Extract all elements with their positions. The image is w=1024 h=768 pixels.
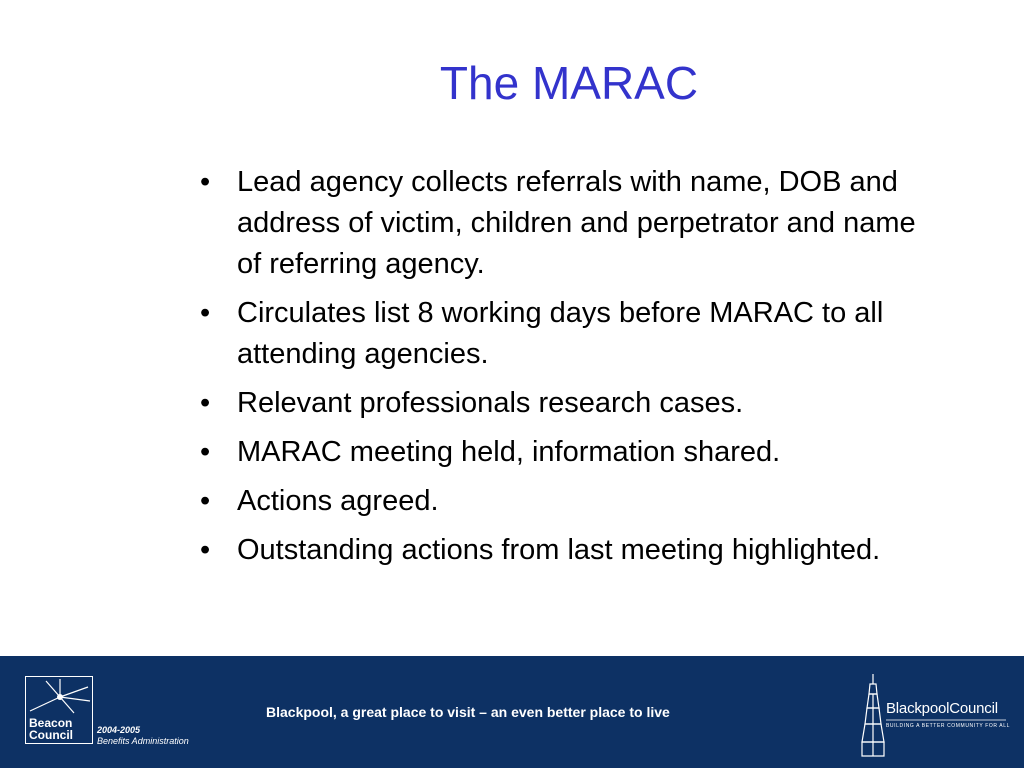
bullet-list: [196, 162, 936, 579]
bullet-text: Relevant professionals research cases.: [237, 387, 744, 419]
bullet-item: [196, 530, 936, 571]
beacon-line2: Council: [29, 728, 73, 742]
bullet-dot: •: [200, 534, 211, 566]
beacon-council-logo: [25, 676, 93, 744]
bullet-item: [196, 432, 936, 473]
bullet-text: Actions agreed.: [237, 485, 439, 517]
bullet-text: Lead agency collects referrals with name, DOB and address of victim, children and perpetrator and name of referring agency.: [237, 166, 916, 280]
bullet-dot: •: [200, 387, 211, 419]
blackpool-council-name: BlackpoolCouncil: [886, 700, 998, 717]
footer-bar: [0, 656, 1024, 768]
bullet-dot: •: [200, 436, 211, 468]
bullet-text: MARAC meeting held, information shared.: [237, 436, 781, 468]
beacon-award-text: [97, 725, 189, 747]
beacon-line1: Beacon: [29, 716, 73, 730]
bullet-item: [196, 162, 936, 285]
bullet-item: [196, 481, 936, 522]
bullet-item: [196, 293, 936, 375]
bullet-text: Circulates list 8 working days before MARAC to all attending agencies.: [237, 297, 884, 370]
bullet-dot: •: [200, 485, 211, 517]
bullet-item: [196, 383, 936, 424]
blackpool-council-slogan: BUILDING A BETTER COMMUNITY FOR ALL: [886, 723, 1010, 729]
bullet-text: Outstanding actions from last meeting highlighted.: [237, 534, 881, 566]
bullet-dot: •: [200, 297, 211, 329]
beacon-category: Benefits Administration: [97, 736, 189, 746]
bullet-dot: •: [200, 166, 211, 198]
footer-tagline: Blackpool, a great place to visit – an even better place to live: [266, 704, 670, 720]
slide-title: The MARAC: [439, 57, 699, 109]
beacon-years: 2004-2005: [97, 725, 141, 735]
